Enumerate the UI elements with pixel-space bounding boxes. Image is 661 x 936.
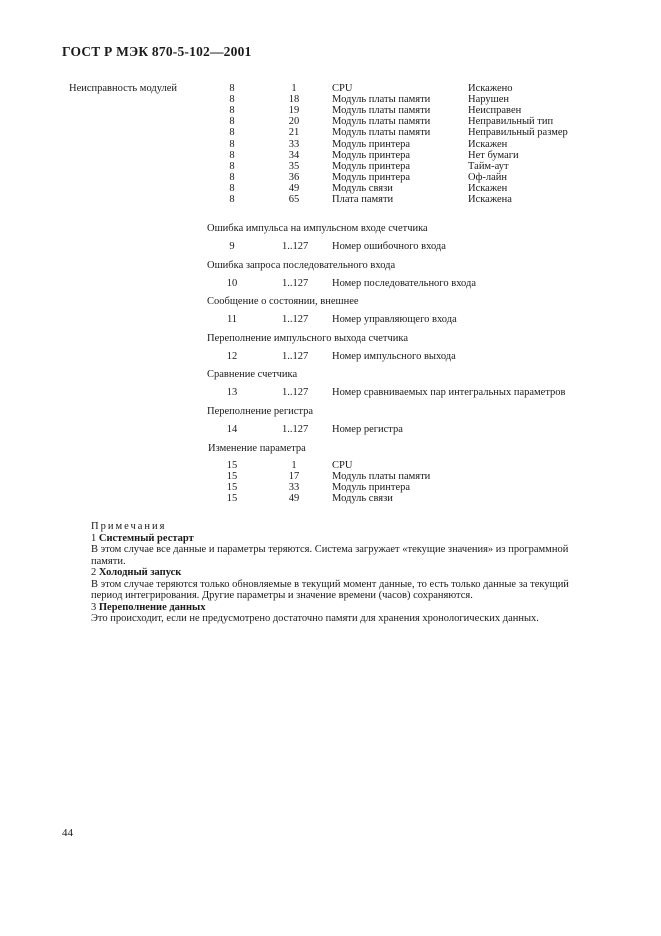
table-cell-c: Модуль принтера xyxy=(332,160,411,172)
change-cell-a: 15 xyxy=(226,493,238,505)
table-cell-a: 8 xyxy=(229,116,235,128)
note-heading xyxy=(91,602,601,614)
table-cell-b: 19 xyxy=(288,105,300,117)
table-cell-b: 36 xyxy=(288,171,300,183)
table-cell-c: Модуль платы памяти xyxy=(332,116,431,128)
section-title: Сообщение о состоянии, внешнее xyxy=(207,296,359,307)
change-cell-b: 1 xyxy=(291,460,297,471)
section-cell-c: Номер импульсного выхода xyxy=(332,351,456,362)
table-cell-d: Оф-лайн xyxy=(468,171,508,183)
table-cell-a: 8 xyxy=(229,160,235,172)
section-cell-b: 1..127 xyxy=(282,351,309,362)
section-cell-a: 11 xyxy=(226,314,238,325)
note-heading xyxy=(91,567,601,579)
section-cell-b: 1..127 xyxy=(282,424,309,435)
change-title: Изменение параметра xyxy=(208,443,306,454)
table-cell-c: Модуль принтера xyxy=(332,138,411,150)
table-cell-a: 8 xyxy=(229,171,235,183)
table-cell-a: 8 xyxy=(229,194,235,205)
table-cell-d: Нет бумаги xyxy=(468,149,519,161)
section-cell-b: 1..127 xyxy=(282,387,309,398)
table-cell-b: 21 xyxy=(288,127,300,139)
table-cell-d: Неправильный размер xyxy=(468,127,568,139)
change-cell-c: Модуль принтера xyxy=(332,482,411,494)
change-cell-b: 17 xyxy=(288,471,300,483)
section-cell-c: Номер управляющего входа xyxy=(332,314,457,325)
change-cell-c: Модуль платы памяти xyxy=(332,471,431,483)
table-cell-a: 8 xyxy=(229,149,235,161)
table-cell-d: Искажен xyxy=(468,182,508,194)
section-cell-a: 14 xyxy=(226,424,238,435)
note-text: В этом случае все данные и параметры теряются. Система загружает «текущие значения» из программной памяти. xyxy=(91,544,569,567)
change-cell-c: CPU xyxy=(332,460,353,471)
table-cell-a: 8 xyxy=(229,127,235,139)
table-cell-b: 33 xyxy=(288,138,300,150)
change-cell-a: 15 xyxy=(226,471,238,483)
table-cell-c: Плата памяти xyxy=(332,194,394,205)
note-title: Холодный запуск xyxy=(98,567,182,578)
table-cell-c: Модуль платы памяти xyxy=(332,105,431,117)
document-header: ГОСТ Р МЭК 870-5-102—2001 xyxy=(62,44,252,59)
change-cell-b: 33 xyxy=(288,482,300,494)
note-title: Системный рестарт xyxy=(98,532,194,544)
table-cell-d: Искажен xyxy=(468,138,508,150)
section-cell-a: 13 xyxy=(226,387,238,398)
note-text: Это происходит, если не предусмотрено достаточно памяти для хранения хронологических данных. xyxy=(91,613,539,624)
section-title: Переполнение регистра xyxy=(207,406,314,417)
table-cell-a: 8 xyxy=(229,83,235,94)
section-cell-c: Номер регистра xyxy=(332,424,403,435)
table-cell-c: Модуль платы памяти xyxy=(332,94,431,106)
page-number: 44 xyxy=(62,827,73,839)
table-cell-b: 18 xyxy=(288,94,300,106)
table-cell-d: Неисправен xyxy=(468,105,522,117)
change-cell-a: 15 xyxy=(226,460,238,471)
note-number: 3 xyxy=(91,601,97,613)
note-heading xyxy=(91,533,601,545)
section-cell-a: 12 xyxy=(226,351,238,362)
table-cell-d: Неправильный тип xyxy=(468,116,554,128)
table-cell-a: 8 xyxy=(229,94,235,106)
section-cell-b: 1..127 xyxy=(282,241,309,252)
table-cell-a: 8 xyxy=(229,138,235,150)
table-cell-c: CPU xyxy=(332,83,353,94)
table-cell-a: 8 xyxy=(229,182,235,194)
table-cell-b: 49 xyxy=(288,182,300,194)
table-cell-c: Модуль принтера xyxy=(332,149,411,161)
table-cell-b: 65 xyxy=(288,194,300,205)
section-cell-a: 10 xyxy=(226,278,238,289)
change-cell-c: Модуль связи xyxy=(332,493,393,505)
section-title: Переполнение импульсного выхода счетчика xyxy=(207,333,408,344)
table-cell-c: Модуль связи xyxy=(332,182,393,194)
section-cell-b: 1..127 xyxy=(282,314,309,325)
section-title: Ошибка импульса на импульсном входе счетчика xyxy=(207,223,428,234)
table-cell-b: 35 xyxy=(288,160,300,172)
section-cell-c: Номер ошибочного входа xyxy=(332,241,446,252)
section-cell-c: Номер последовательного входа xyxy=(332,278,476,289)
section-title: Сравнение счетчика xyxy=(207,369,298,380)
change-cell-b: 49 xyxy=(288,493,300,505)
section-title: Ошибка запроса последовательного входа xyxy=(207,260,396,271)
note-number: 1 xyxy=(91,532,97,544)
table-label: Неисправность модулей xyxy=(69,83,178,94)
table-cell-d: Тайм-аут xyxy=(468,160,509,172)
table-cell-c: Модуль принтера xyxy=(332,171,411,183)
note-text: В этом случае теряются только обновляемые в текущий момент данные, то есть только данные за текущий период интегрирования. Другие параметры и значение времени (часов) сохраняются. xyxy=(91,578,569,601)
table-cell-d: Нарушен xyxy=(468,94,509,106)
notes-block xyxy=(91,521,601,625)
table-cell-b: 1 xyxy=(291,83,297,94)
note-number: 2 xyxy=(91,567,97,578)
section-cell-a: 9 xyxy=(229,241,235,252)
notes-heading: Примечания xyxy=(91,521,167,532)
table-cell-a: 8 xyxy=(229,105,235,117)
section-cell-b: 1..127 xyxy=(282,278,309,289)
note-title: Переполнение данных xyxy=(98,601,206,613)
change-cell-a: 15 xyxy=(226,482,238,494)
table-cell-c: Модуль платы памяти xyxy=(332,127,431,139)
table-cell-b: 34 xyxy=(288,149,300,161)
section-cell-c: Номер сравниваемых пар интегральных параметров xyxy=(332,387,566,398)
table-cell-d: Искажено xyxy=(468,83,513,94)
table-cell-b: 20 xyxy=(288,116,300,128)
table-cell-d: Искажена xyxy=(468,194,512,205)
